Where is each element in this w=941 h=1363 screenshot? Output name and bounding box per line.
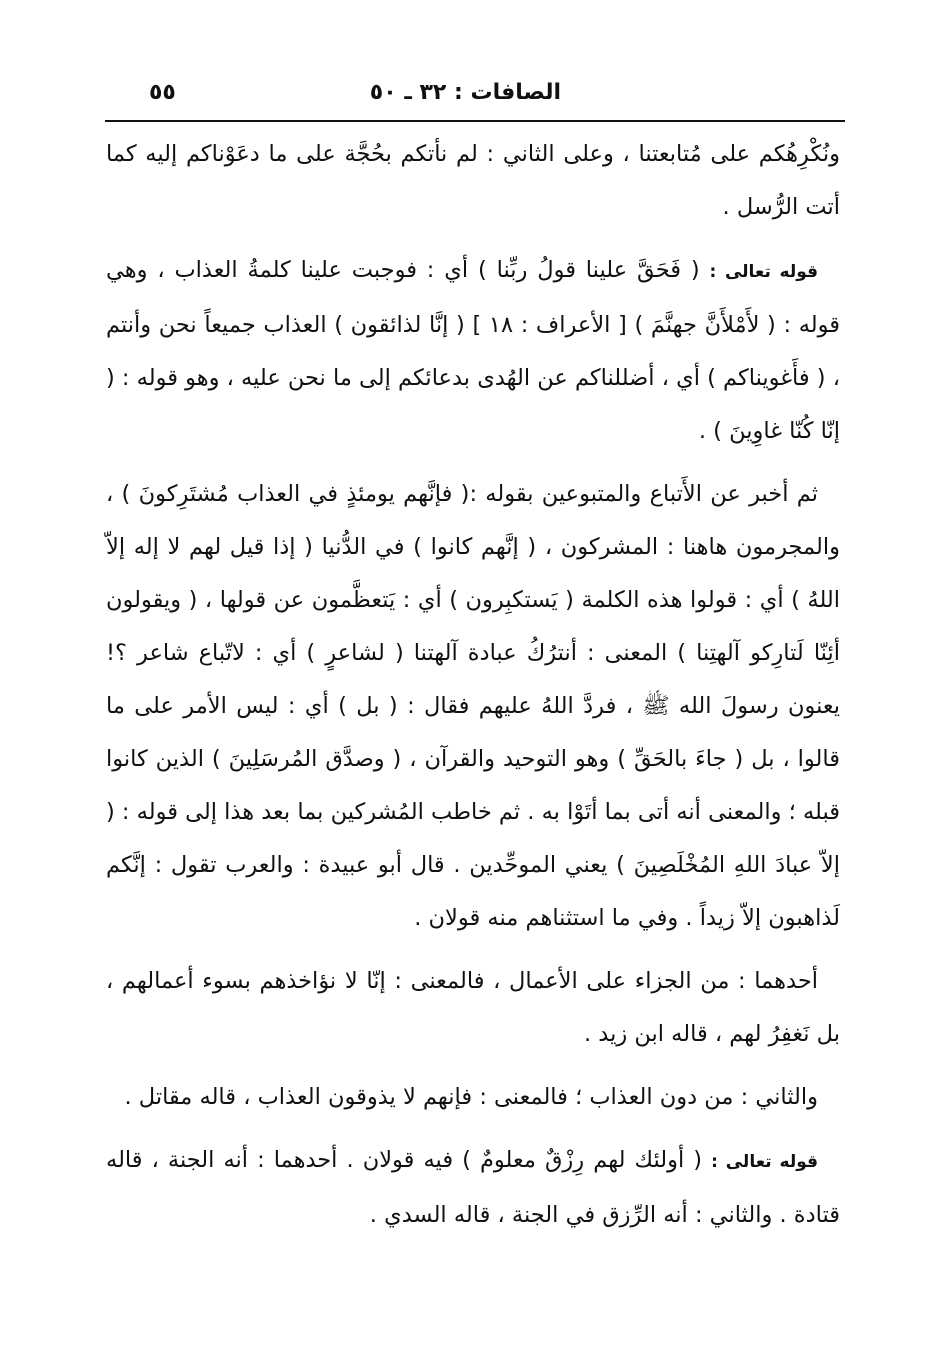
paragraph-2 [106,244,840,458]
paragraph-text: ( أولئك لهم رِزْقٌ معلومٌ ) فيه قولان . أحدهما : أنه الجنة ، قاله قتادة . والثاني : أنه الرِّزق في الجنة ، قاله السدي . [106,1147,840,1228]
header-rule [105,120,845,122]
paragraph-5 [106,1071,840,1124]
page-number: ٥٥ [149,80,176,105]
paragraph-4 [106,955,840,1061]
paragraph-text: ونُكْرِهُكم على مُتابعتنا ، وعلى الثاني : لم نأتكم بحُجَّة على ما دعَوْناكم إليه كما أتت الرُّسل . [106,141,840,220]
paragraph-text: أحدهما : من الجزاء على الأعمال ، فالمعنى : إنّا لا نؤاخذهم بسوء أعمالهم ، بل نَغفِرُ لهم ، قاله ابن زيد . [106,968,840,1047]
page-header [105,78,841,114]
paragraph-1 [106,128,840,234]
paragraph-text: ( فَحَقَّ علينا قولُ ربِّنا ) أي : فوجبت علينا كلمةُ العذاب ، وهي قوله : ( لأَمْلأَنَّ جهنَّمَ ) [ الأعراف : ١٨ ] ( إنَّا لذائقون ) العذاب جميعاً نحن وأنتم ، ( فأَغويناكم ) أي ، أضللناكم عن الهُدى بدعائكم إلى ما نحن عليه ، وهو قوله : ( إنّا كُنّا غاوِينَ ) . [105,257,840,444]
paragraph-6 [106,1134,840,1242]
paragraph-3 [106,468,840,945]
running-title: الصافات : ٣٢ ـ ٥٠ [369,80,561,105]
paragraph-text: ثم أخبر عن الأَتباع والمتبوعين بقوله :( فإنَّهم يومئذٍ في العذاب مُشتَرِكونَ ) ، والمجرمون هاهنا : المشركون ، ( إنَّهم كانوا ) في الدُّنيا ( إذا قيل لهم لا إله إلاّ اللهُ ) أي : قولوا هذه الكلمة ( يَستكبِرون ) أي : يَتعظَّمون عن قولها ، ( ويقولون أئِنّا لَتارِكو آلهتِنا ) المعنى : أنترُكُ عبادة آلهتنا ( لشاعرٍ ) أي : لاتّباع شاعر ؟! يعنون رسولَ الله ﷺ ، فردَّ اللهُ عليهم فقال : ( بل ) أي : ليس الأمر على ما قالوا ، بل ( جاءَ بالحَقِّ ) وهو التوحيد والقرآن ، ( وصدَّق المُرسَلِينَ ) الذين كانوا قبله ؛ والمعنى أنه أتى بما أتَوْا به . ثم خاطب المُشركين بما بعد هذا إلى قوله : ( إلاّ عبادَ اللهِ المُخْلَصِينَ ) يعني الموحِّدين . قال أبو عبيدة : والعرب تقول : إنَّكم لَذاهبون إلاّ زيداً . وفي ما استثناهم منه قولان . [106,481,840,931]
paragraph-text: والثاني : من دون العذاب ؛ فالمعنى : فإنهم لا يذوقون العذاب ، قاله مقاتل . [124,1084,818,1110]
body-text [106,128,840,1242]
verse-lead: قوله تعالى : [711,1152,818,1172]
verse-lead: قوله تعالى : [709,262,818,282]
